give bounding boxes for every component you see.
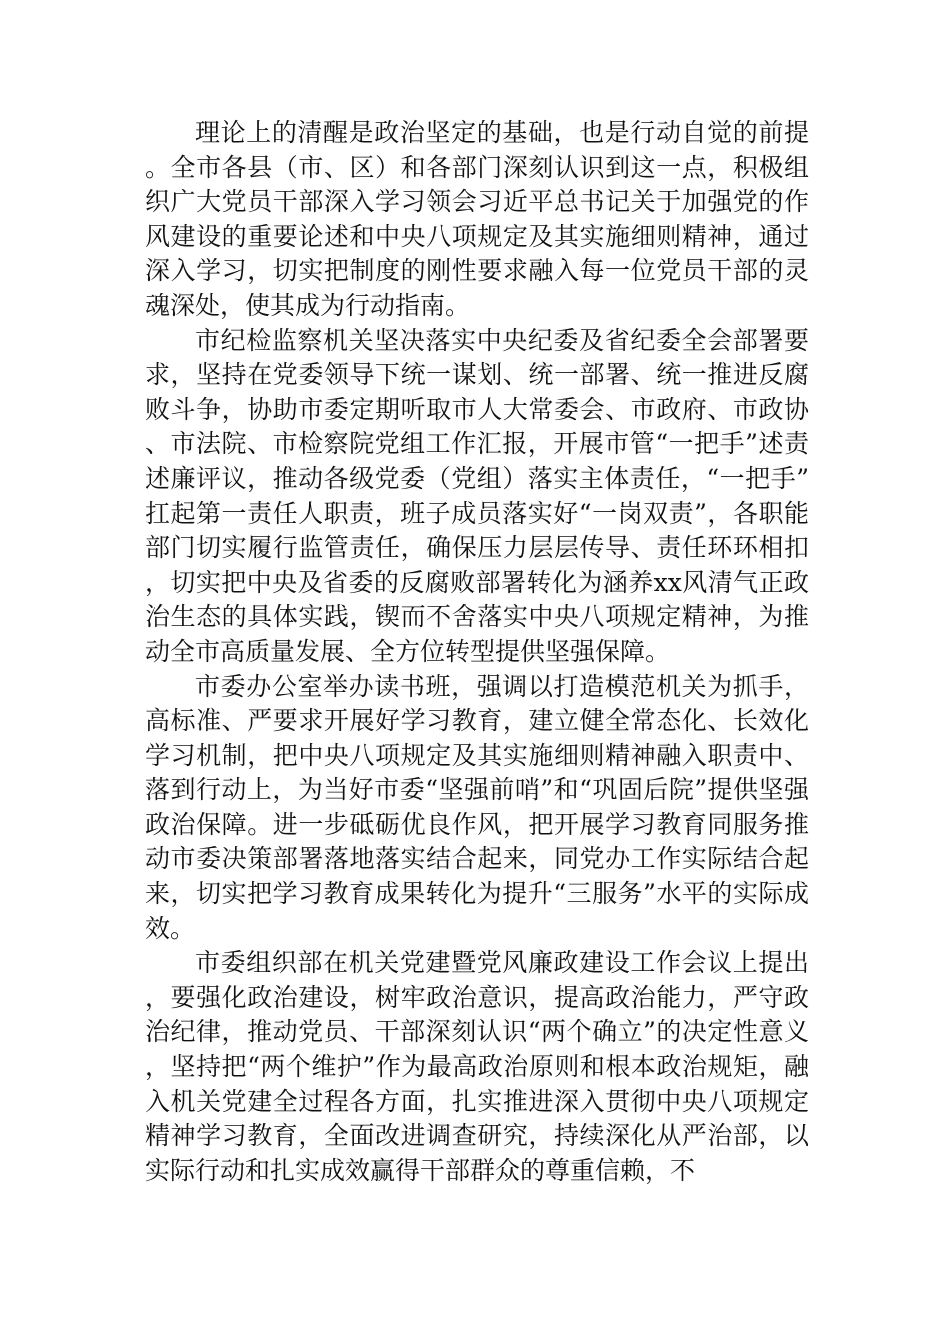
paragraph-organization-dept: 市委组织部在机关党建暨党风廉政建设工作会议上提出，要强化政治建设，树牢政治意识，提高政治能力，严守政治纪律，推动党员、干部深刻认识“两个确立”的决定性意义，坚持把“两个维护”作为最高政治原则和根本政治规矩，融入机关党建全过程各方面，扎实推进深入贯彻中央八项规定精神学习教育，全面改进调查研究，持续深化从严治部，以实际行动和扎实成效赢得干部群众的尊重信赖，不 — [145, 948, 809, 1185]
paragraph-discipline-commission: 市纪检监察机关坚决落实中央纪委及省纪委全会部署要求，坚持在党委领导下统一谋划、统一部署、统一推进反腐败斗争，协助市委定期听取市人大常委会、市政府、市政协、市法院、市检察院党组工作汇报，开展市管“一把手”述责述廉评议，推动各级党委（党组）落实主体责任，“一把手”扛起第一责任人职责，班子成员落实好“一岗双责”，各职能部门切实履行监管责任，确保压力层层传导、责任环环相扣，切实把中央及省委的反腐败部署转化为涵养xx风清气正政治生态的具体实践，锲而不舍落实中央八项规定精神，为推动全市高质量发展、全方位转型提供坚强保障。 — [145, 325, 809, 666]
paragraph-party-office: 市委办公室举办读书班，强调以打造模范机关为抓手，高标准、严要求开展好学习教育，建立健全常态化、长效化学习机制，把中央八项规定及其实施细则精神融入职责中、落到行动上，为当好市委“坚强前哨”和“巩固后院”提供坚强政治保障。进一步砥砺优良作风，把开展学习教育同服务推动市委决策部署落地落实结合起来，同党办工作实际结合起来，切实把学习教育成果转化为提升“三服务”水平的实际成效。 — [145, 671, 809, 943]
paragraph-theory: 理论上的清醒是政治坚定的基础，也是行动自觉的前提。全市各县（市、区）和各部门深刻认识到这一点，积极组织广大党员干部深入学习领会习近平总书记关于加强党的作风建设的重要论述和中央八项规定及其实施细则精神，通过深入学习，切实把制度的刚性要求融入每一位党员干部的灵魂深处，使其成为行动指南。 — [145, 118, 809, 320]
document-body — [145, 116, 809, 1188]
